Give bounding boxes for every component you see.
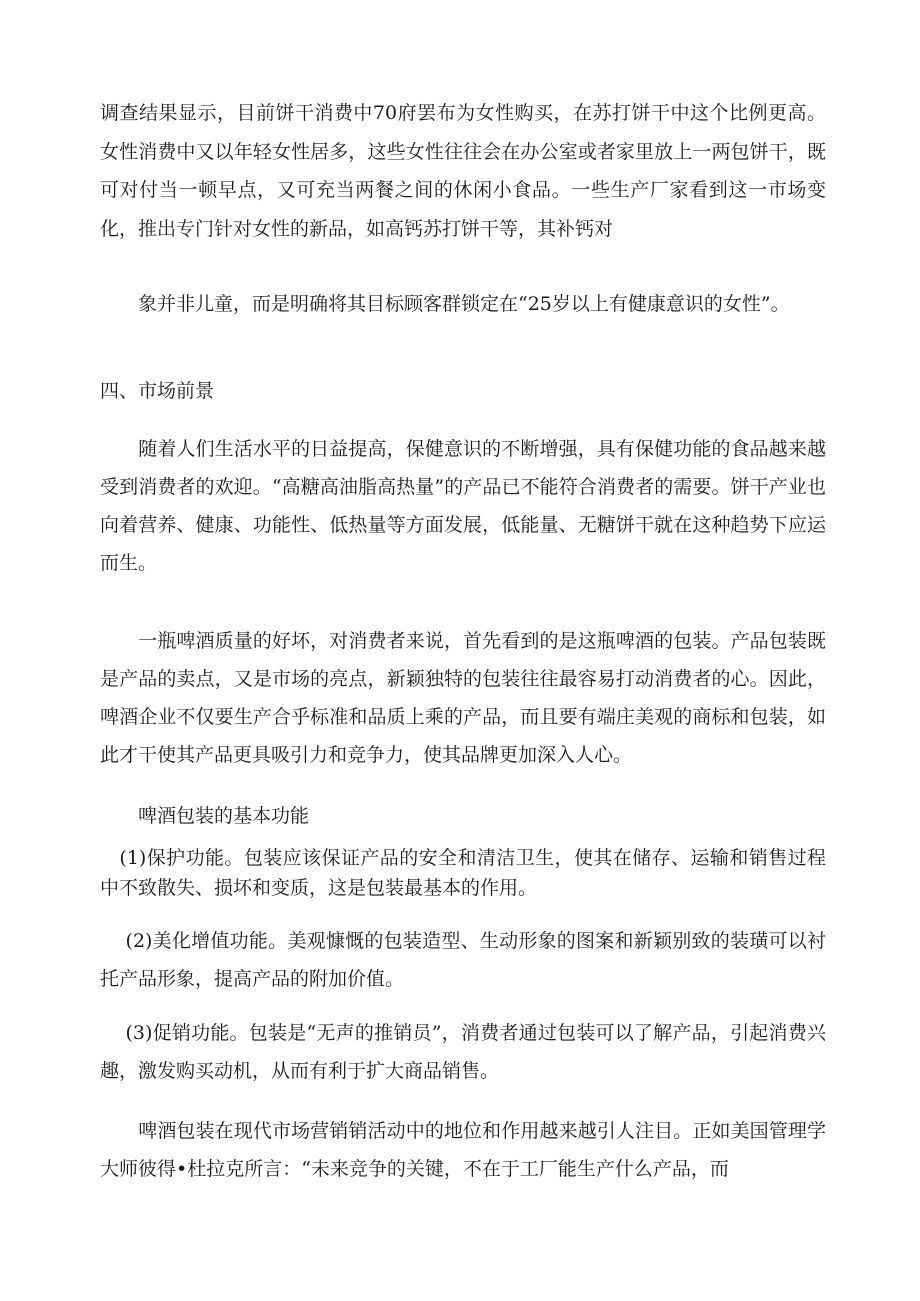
- section-heading-market-outlook: 四、市场前景: [100, 380, 215, 402]
- list-item-promotion-function: (3)促销功能。包装是“无声的推销员”，消费者通过包装可以了解产品，引起消费兴趣，激发购买动机，从而有利于扩大商品销售。: [100, 1022, 826, 1082]
- paragraph-health-trend: 随着人们生活水平的日益提高，保健意识的不断增强，具有保健功能的食品越来越受到消费者的欢迎。“高糖高油脂高热量”的产品已不能符合消费者的需要。饼干产业也向着营养、健康、功能性、低热量等方面发展，低能量、无糖饼干就在这种趋势下应运而生。: [100, 438, 826, 574]
- list-item-protection-function: (1)保护功能。包装应该保证产品的安全和清洁卫生，使其在储存、运输和销售过程中不致散失、损坏和变质，这是包装最基本的作用。: [100, 847, 826, 899]
- list-item-beautification-function: (2)美化增值功能。美观慷慨的包装造型、生动形象的图案和新颖别致的装璜可以衬托产品形象，提高产品的附加价值。: [100, 930, 826, 990]
- paragraph-packaging-importance: 啤酒包装在现代市场营销销活动中的地位和作用越来越引人注目。正如美国管理学大师彼得•杜拉克所言：“未来竞争的关键，不在于工厂能生产什么产品，而: [100, 1120, 826, 1180]
- paragraph-target-customers: 象并非儿童，而是明确将其目标顾客群锁定在“25岁以上有健康意识的女性”。: [100, 293, 790, 315]
- paragraph-survey-results: 调查结果显示，目前饼干消费中70府罢布为女性购买，在苏打饼干中这个比例更高。女性消费中又以年轻女性居多，这些女性往往会在办公室或者家里放上一两包饼干，既可对付当一顿早点，又可充当两餐之间的休闲小食品。一些生产厂家看到这一市场变化，推出专门针对女性的新品，如高钙苏打饼干等，其补钙对: [100, 102, 826, 240]
- paragraph-beer-packaging: 一瓶啤酒质量的好坏，对消费者来说，首先看到的是这瓶啤酒的包装。产品包装既是产品的卖点，又是市场的亮点，新颖独特的包装往往最容易打动消费者的心。因此，啤酒企业不仅要生产合乎标准和品质上乘的产品，而且要有端庄美观的商标和包装，如此才干使其产品更具吸引力和竞争力，使其品牌更加深入人心。: [100, 630, 826, 766]
- subheading-packaging-functions: 啤酒包装的基本功能: [100, 805, 310, 827]
